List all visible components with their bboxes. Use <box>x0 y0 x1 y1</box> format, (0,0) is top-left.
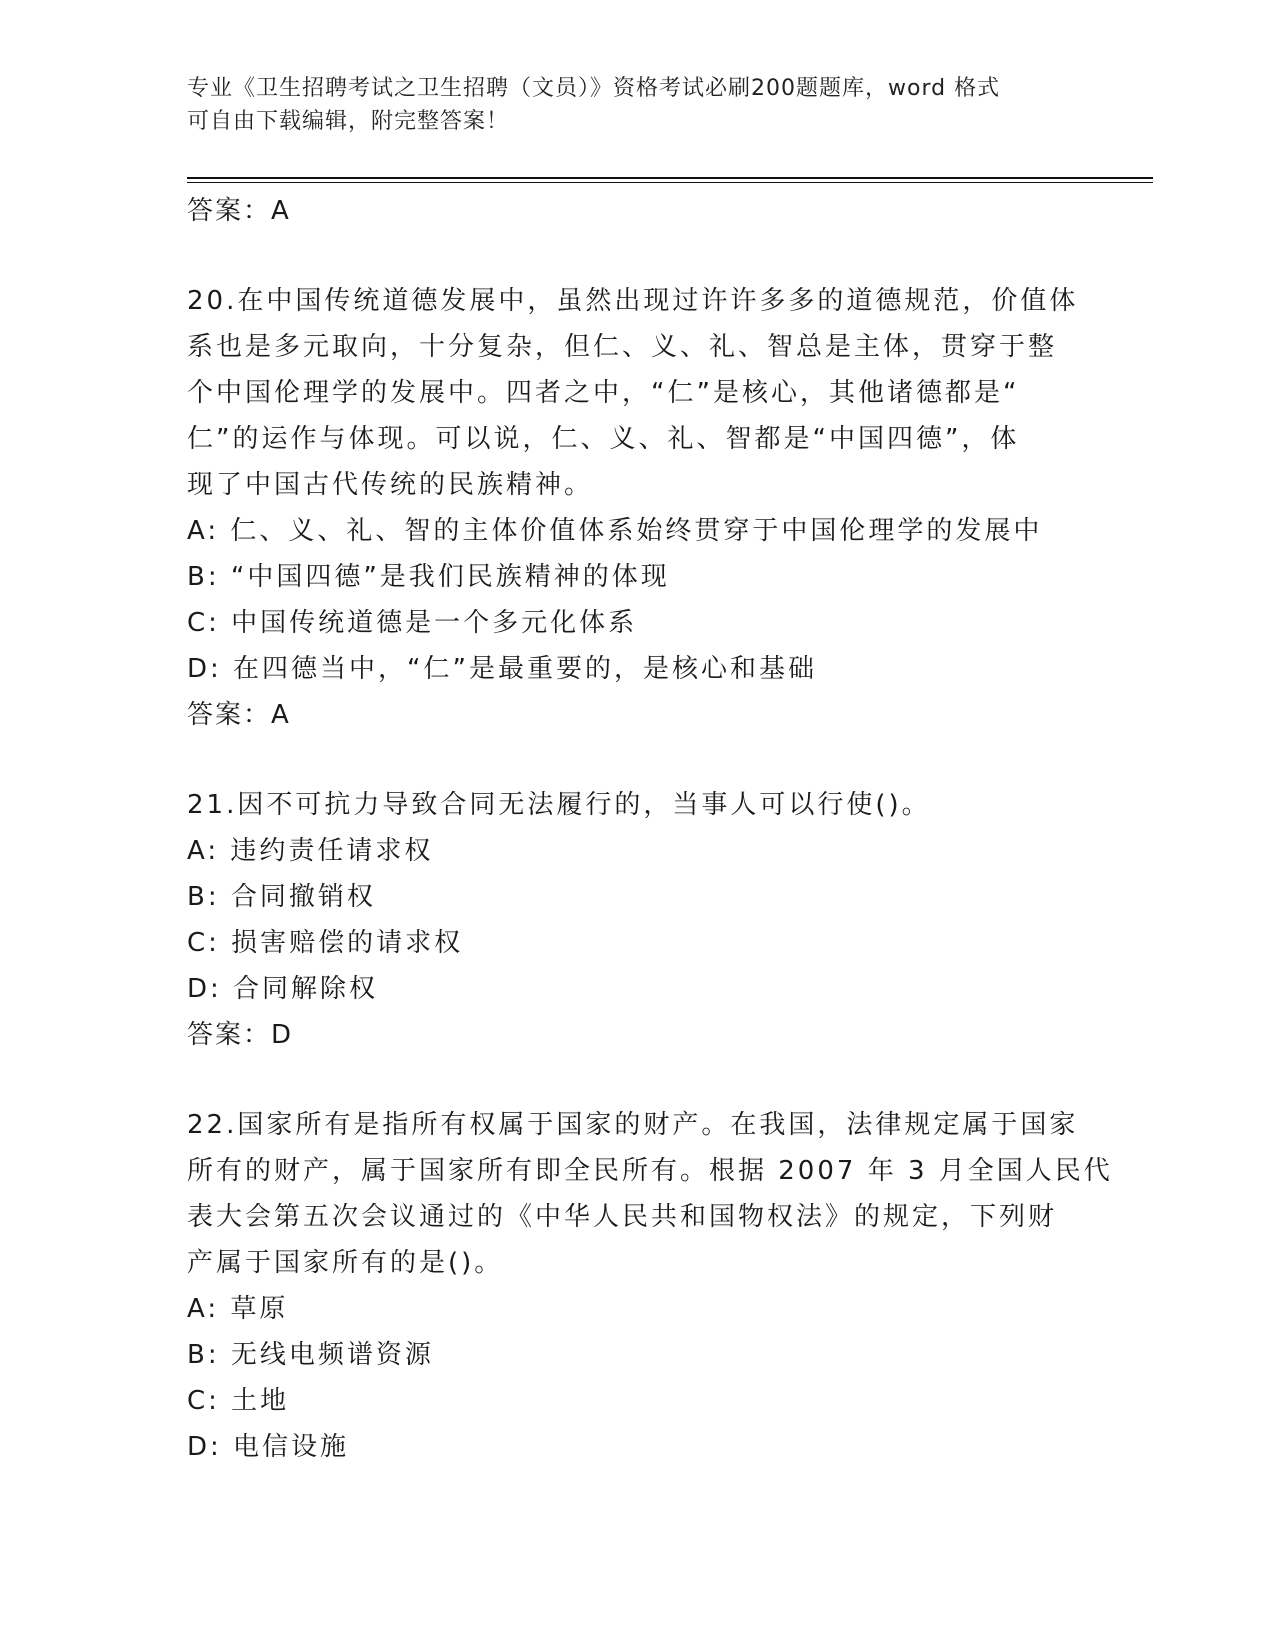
option-a: A: 草原 <box>187 1294 289 1324</box>
header-rule-thin <box>187 182 1153 183</box>
header-line-1: 专业《卫生招聘考试之卫生招聘（文员）》资格考试必刷200题题库，word 格式 <box>187 76 1001 101</box>
question-line: 所有的财产，属于国家所有即全民所有。根据 2007 年 3 月全国人民代 <box>187 1156 1113 1186</box>
page-header <box>187 72 1067 138</box>
option-d: D: 电信设施 <box>187 1432 350 1462</box>
question-text <box>187 1102 1113 1286</box>
previous-answer: 答案：A <box>187 196 291 226</box>
option-c: C: 中国传统道德是一个多元化体系 <box>187 608 638 638</box>
spacer <box>187 738 1087 782</box>
option-a: A: 违约责任请求权 <box>187 836 434 866</box>
question-20 <box>187 278 1087 738</box>
option-d: D: 在四德当中，“仁”是最重要的，是核心和基础 <box>187 654 817 684</box>
option-c: C: 损害赔偿的请求权 <box>187 928 464 958</box>
question-line: 个中国伦理学的发展中。四者之中，“仁”是核心，其他诸德都是“ <box>187 378 1020 408</box>
option-c: C: 土地 <box>187 1386 290 1416</box>
question-text <box>187 782 1087 828</box>
option-b: B: “中国四德”是我们民族精神的体现 <box>187 562 670 592</box>
question-21 <box>187 782 1087 1058</box>
question-line: 现了中国古代传统的民族精神。 <box>187 470 594 500</box>
question-line: 仁”的运作与体现。可以说，仁、义、礼、智都是“中国四德”，体 <box>187 424 1020 454</box>
question-line: 系也是多元取向，十分复杂，但仁、义、礼、智总是主体，贯穿于整 <box>187 332 1058 362</box>
question-line: 22.国家所有是指所有权属于国家的财产。在我国，法律规定属于国家 <box>187 1110 1079 1140</box>
question-22 <box>187 1102 1113 1470</box>
document-body <box>187 188 1113 1470</box>
question-line: 产属于国家所有的是()。 <box>187 1248 504 1278</box>
question-line: 表大会第五次会议通过的《中华人民共和国物权法》的规定，下列财 <box>187 1202 1058 1232</box>
answer: 答案：D <box>187 1020 294 1050</box>
question-line: 20.在中国传统道德发展中，虽然出现过许许多多的道德规范，价值体 <box>187 286 1079 316</box>
option-a: A: 仁、义、礼、智的主体价值体系始终贯穿于中国伦理学的发展中 <box>187 516 1043 546</box>
spacer <box>187 1058 1087 1102</box>
question-line: 21.因不可抗力导致合同无法履行的，当事人可以行使()。 <box>187 790 931 820</box>
option-b: B: 无线电频谱资源 <box>187 1340 434 1370</box>
answer: 答案：A <box>187 700 291 730</box>
spacer <box>187 234 1087 278</box>
option-b: B: 合同撤销权 <box>187 882 376 912</box>
question-text <box>187 278 1087 508</box>
option-d: D: 合同解除权 <box>187 974 379 1004</box>
header-rule-thick <box>187 177 1153 179</box>
header-line-2: 可自由下载编辑，附完整答案！ <box>187 109 510 134</box>
